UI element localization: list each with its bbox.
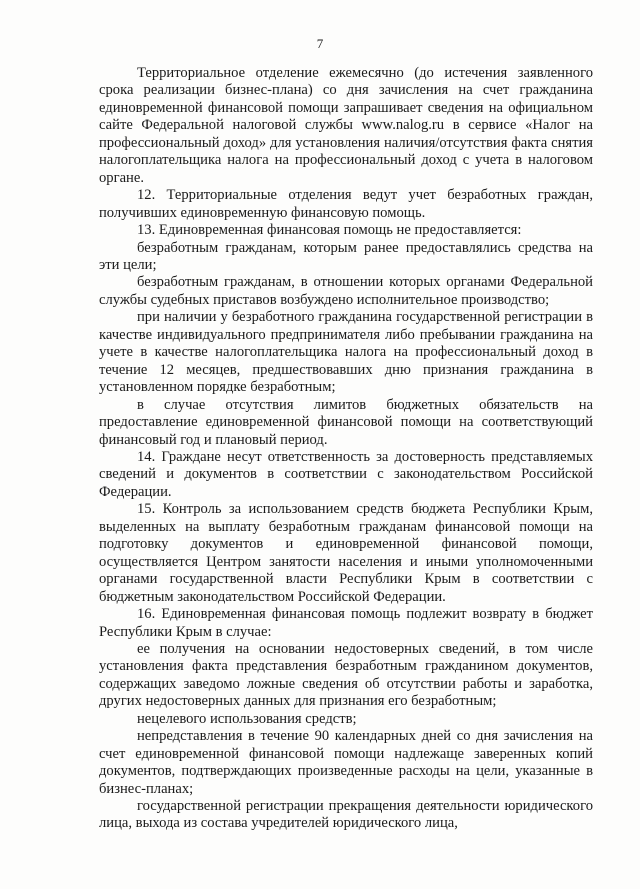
list-item-13-2: безработным гражданам, в отношении которых органами Федеральной службы судебных приставов возбуждено исполнительное производство; xyxy=(99,274,593,308)
list-item-16-3: непредставления в течение 90 календарных дней со дня зачисления на счет единовременной финансовой помощи надлежаще заверенных копий документов, подтверждающих произведенные расходы на цели, указанные в бизнес-планах; xyxy=(99,728,593,797)
list-item-13-4: в случае отсутствия лимитов бюджетных обязательств на предоставление единовременной финансовой помощи на соответствующий финансовый год и плановый период. xyxy=(99,396,593,448)
paragraph-16: 16. Единовременная финансовая помощь подлежит возврату в бюджет Республики Крым в случае: xyxy=(99,606,593,640)
paragraph-13: 13. Единовременная финансовая помощь не предоставляется: xyxy=(137,222,522,239)
document-body xyxy=(99,65,593,833)
list-item-16-4: государственной регистрации прекращения деятельности юридического лица, выхода из состава учредителей юридического лица, xyxy=(99,798,593,832)
list-item-16-2: нецелевого использования средств; xyxy=(137,710,357,727)
paragraph-14: 14. Граждане несут ответственность за достоверность представляемых сведений и документов в соответствии с законодательством Российской Федерации. xyxy=(99,448,593,500)
page-number: 7 xyxy=(316,36,324,51)
paragraph-15: 15. Контроль за использованием средств бюджета Республики Крым, выделенных на выплату безработным гражданам финансовой помощи на подготовку документов и единовременной финансовой помощи, осуществляется Центром занятости населения и иными уполномоченными органами государственной власти Республики Крым в соответствии с бюджетным законодательством Российской Федерации. xyxy=(99,501,593,605)
list-item-16-1: ее получения на основании недостоверных сведений, в том числе установления факта представления безработным гражданином документов, содержащих заведомо ложные сведения об отсутствии работы и заработка, других недостоверных данных для признания его безработным; xyxy=(99,640,593,710)
paragraph-nalog-check: Территориальное отделение ежемесячно (до истечения заявленного срока реализации бизнес-плана) со дня зачисления на счет гражданина единовременной финансовой помощи запрашивает сведения на официальном сайте Федеральной налоговой службы www.nalog.ru в сервисе «Налог на профессиональный доход» для установления наличия/отсутствия факта снятия налогоплательщика налога на профессиональный доход с учета в налоговом органе. xyxy=(99,65,593,186)
list-item-13-1: безработным гражданам, которым ранее предоставлялись средства на эти цели; xyxy=(99,239,593,273)
list-item-13-3: при наличии у безработного гражданина государственной регистрации в качестве индивидуального предпринимателя либо пребывании гражданина на учете в качестве налогоплательщика налога на профессиональный доход в течение 12 месяцев, предшествовавших дню признания гражданина в установленном порядке безработным; xyxy=(99,309,593,396)
paragraph-12: 12. Территориальные отделения ведут учет безработных граждан, получивших единовременную финансовую помощь. xyxy=(99,187,593,221)
